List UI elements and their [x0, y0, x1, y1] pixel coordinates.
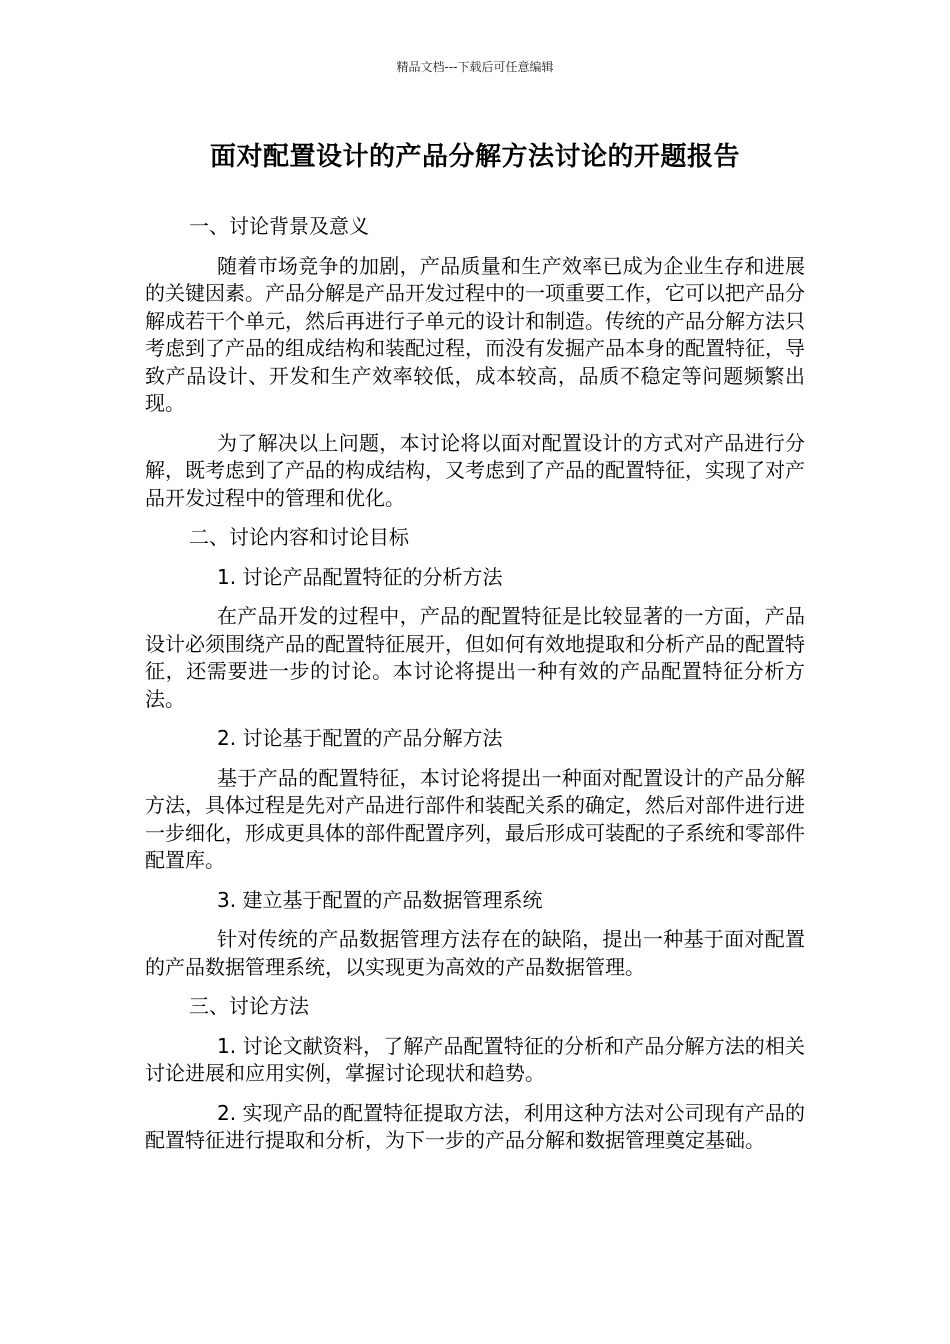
subheading-data-management-system: 3. 建立基于配置的产品数据管理系统 — [217, 887, 543, 912]
section-heading-background: 一、讨论背景及意义 — [189, 214, 369, 238]
section-heading-methods: 三、讨论方法 — [189, 994, 309, 1018]
subheading-config-feature-analysis: 1. 讨论产品配置特征的分析方法 — [217, 564, 503, 589]
subheading-config-decomposition: 2. 讨论基于配置的产品分解方法 — [217, 726, 503, 750]
paragraph-config-decomposition: 基于产品的配置特征，本讨论将提出一种面对配置设计的产品分解方法，具体过程是先对产品进行部件和装配关系的确定，然后对部件进行进一步细化，形成更具体的部件配置序列，最后形成可装配的子系统和零部件配置库。 — [145, 765, 805, 872]
paragraph-method-2: 2. 实现产品的配置特征提取方法，利用这种方法对公司现有产品的配置特征进行提取和分析，为下一步的产品分解和数据管理奠定基础。 — [145, 1100, 805, 1152]
paragraph-data-management-system: 针对传统的产品数据管理方法存在的缺陷，提出一种基于面对配置的产品数据管理系统，以实现更为高效的产品数据管理。 — [145, 927, 805, 979]
paragraph-background-2: 为了解决以上问题，本讨论将以面对配置设计的方式对产品进行分解，既考虑到了产品的构成结构，又考虑到了产品的配置特征，实现了对产品开发过程中的管理和优化。 — [145, 430, 805, 510]
paragraph-method-1: 1. 讨论文献资料，了解产品配置特征的分析和产品分解方法的相关讨论进展和应用实例，掌握讨论现状和趋势。 — [145, 1033, 805, 1085]
document-title: 面对配置设计的产品分解方法讨论的开题报告 — [209, 142, 740, 172]
header-note: 精品文档---下载后可任意编辑 — [396, 60, 554, 74]
paragraph-background-1: 随着市场竞争的加剧，产品质量和生产效率已成为企业生存和进展的关键因素。产品分解是产品开发过程中的一项重要工作，它可以把产品分解成若干个单元，然后再进行子单元的设计和制造。传统的产品分解方法只考虑到了产品的组成结构和装配过程，而没有发掘产品本身的配置特征，导致产品设计、开发和生产效率较低，成本较高，品质不稳定等问题频繁出现。 — [145, 253, 805, 415]
section-heading-content-goals: 二、讨论内容和讨论目标 — [189, 525, 409, 549]
paragraph-config-feature-analysis: 在产品开发的过程中，产品的配置特征是比较显著的一方面，产品设计必须围绕产品的配置特征展开，但如何有效地提取和分析产品的配置特征，还需要进一步的讨论。本讨论将提出一种有效的产品配置特征分析方法。 — [145, 604, 805, 711]
document-body — [145, 213, 805, 1167]
